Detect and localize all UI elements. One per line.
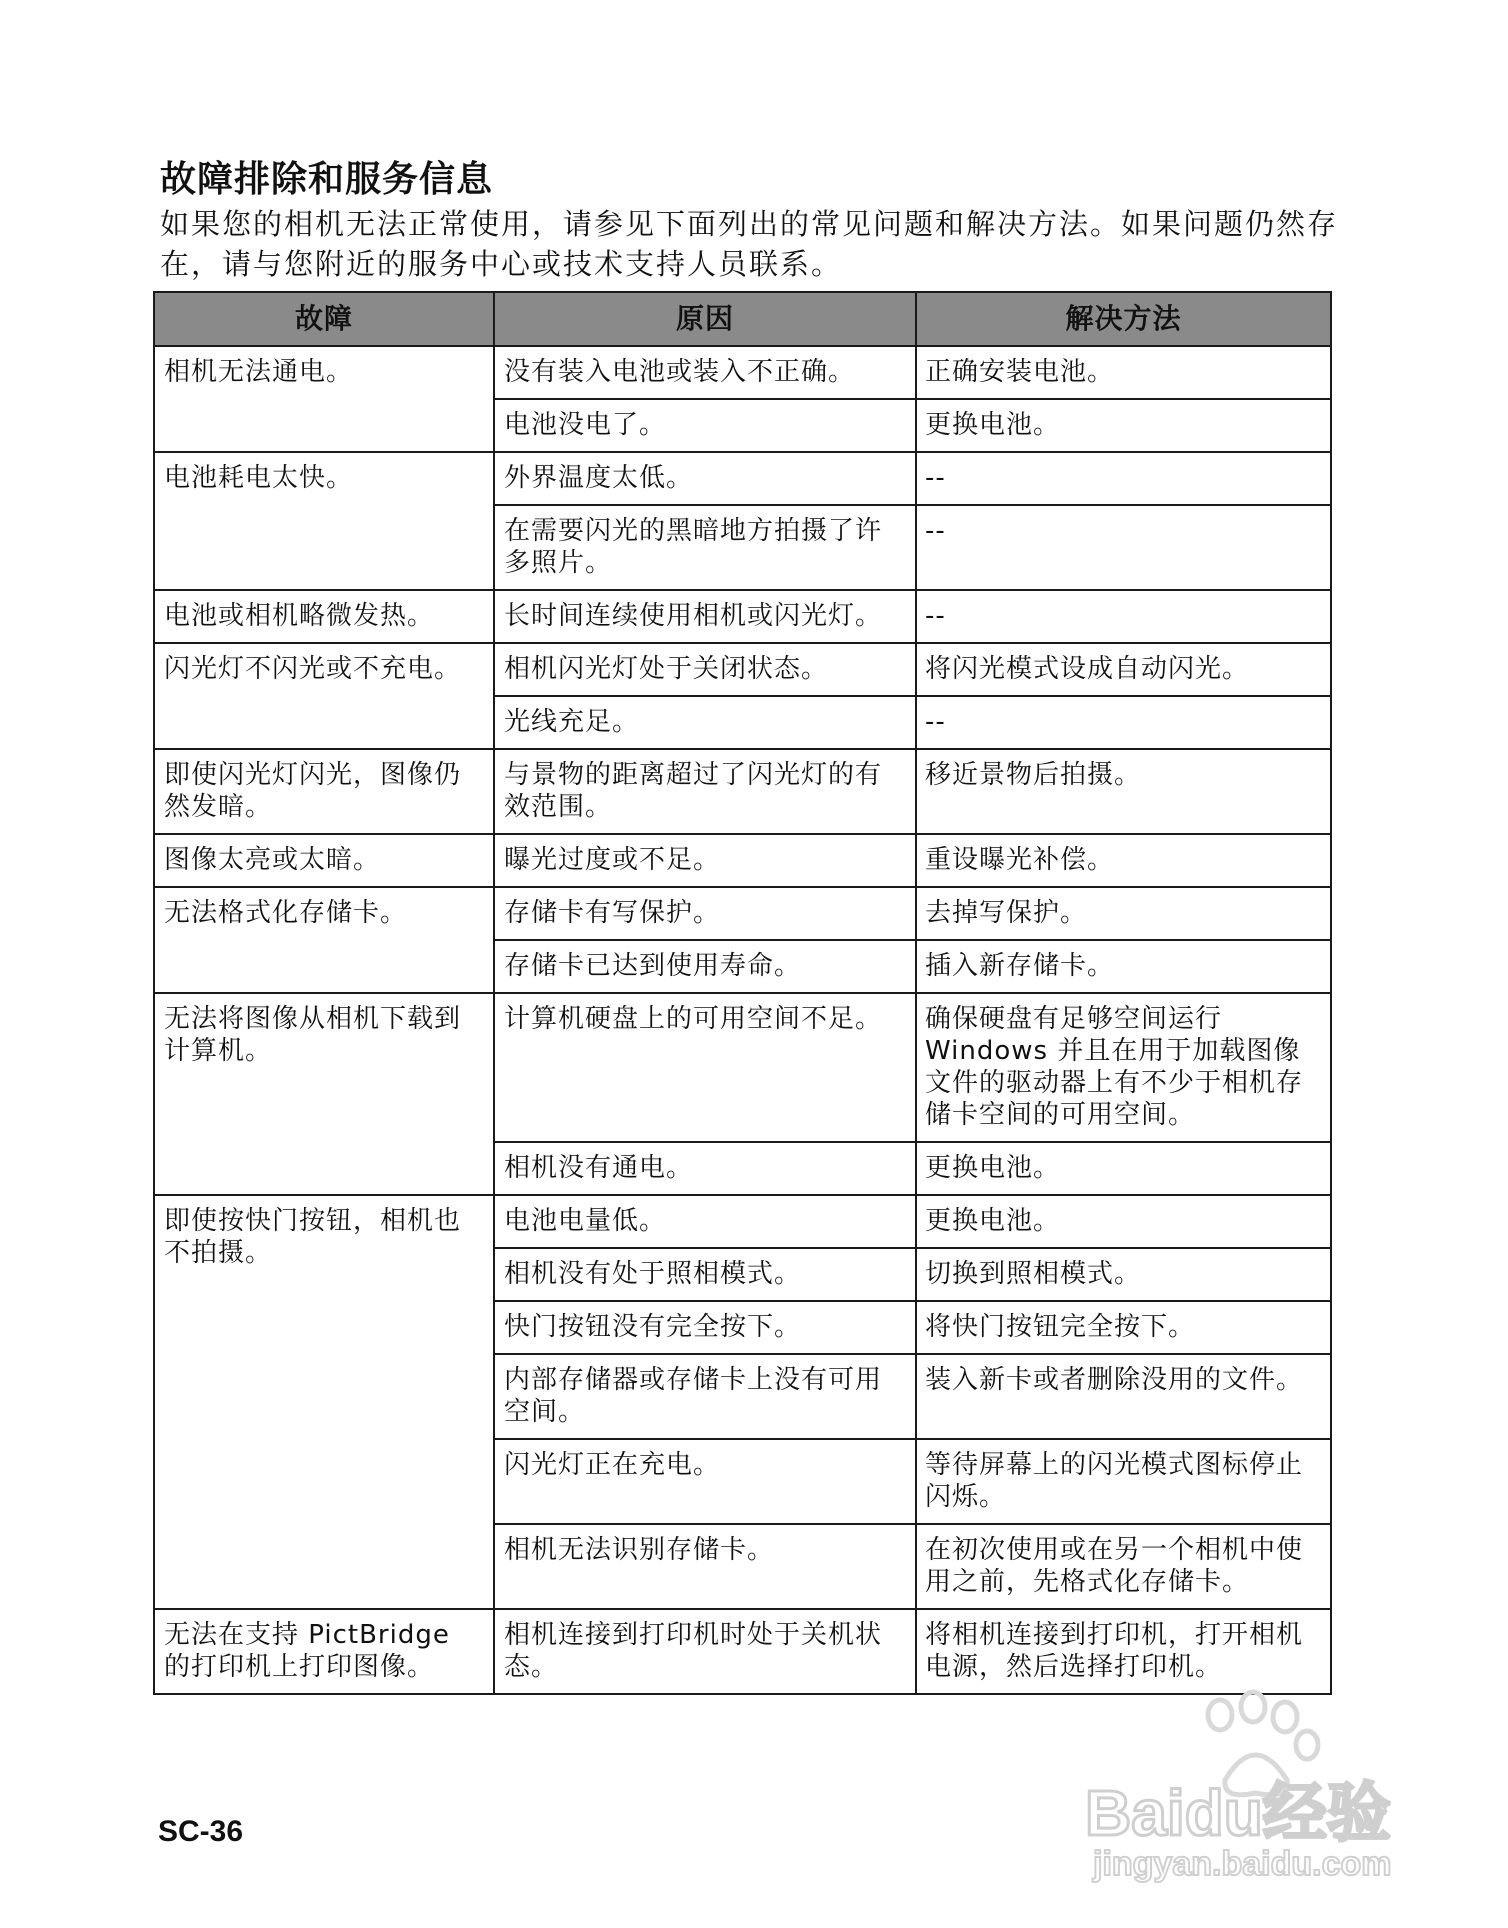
- problem-cell: 即使闪光灯闪光，图像仍然发暗。: [154, 749, 494, 834]
- cause-cell: 光线充足。: [494, 696, 916, 749]
- problem-cell: 无法在支持 PictBridge 的打印机上打印图像。: [154, 1609, 494, 1694]
- cause-cell: 相机没有通电。: [494, 1142, 916, 1195]
- cause-cell: 相机没有处于照相模式。: [494, 1248, 916, 1301]
- solution-cell: 更换电池。: [916, 1142, 1331, 1195]
- cause-cell: 内部存储器或存储卡上没有可用空间。: [494, 1354, 916, 1439]
- cause-cell: 相机无法识别存储卡。: [494, 1524, 916, 1609]
- intro-paragraph: 如果您的相机无法正常使用，请参见下面列出的常见问题和解决方法。如果问题仍然存在，请与您附近的服务中心或技术支持人员联系。: [160, 207, 1339, 281]
- table-row: [154, 346, 1331, 399]
- header-solution: 解决方法: [916, 292, 1331, 346]
- solution-cell: 将闪光模式设成自动闪光。: [916, 643, 1331, 696]
- table-row: [154, 834, 1331, 887]
- problem-cell: 图像太亮或太暗。: [154, 834, 494, 887]
- watermark-logo-text: Baidu经验: [1085, 1777, 1391, 1849]
- table-body: [154, 346, 1331, 1694]
- page-number: SC-36: [158, 1815, 244, 1848]
- cause-cell: 没有装入电池或装入不正确。: [494, 346, 916, 399]
- cause-cell: 与景物的距离超过了闪光灯的有效范围。: [494, 749, 916, 834]
- cause-cell: 相机连接到打印机时处于关机状态。: [494, 1609, 916, 1694]
- solution-cell: 重设曝光补偿。: [916, 834, 1331, 887]
- baidu-jingyan-watermark: [1075, 1685, 1445, 1885]
- solution-cell: --: [916, 452, 1331, 505]
- header-cause: 原因: [494, 292, 916, 346]
- table-row: [154, 749, 1331, 834]
- problem-cell: 电池耗电太快。: [154, 452, 494, 590]
- table-row: [154, 887, 1331, 940]
- problem-cell: 无法格式化存储卡。: [154, 887, 494, 993]
- solution-cell: --: [916, 696, 1331, 749]
- problem-cell: 即使按快门按钮，相机也不拍摄。: [154, 1195, 494, 1609]
- problem-cell: 电池或相机略微发热。: [154, 590, 494, 643]
- table-header-row: [154, 292, 1331, 346]
- cause-cell: 相机闪光灯处于关闭状态。: [494, 643, 916, 696]
- solution-cell: --: [916, 590, 1331, 643]
- table-row: [154, 452, 1331, 505]
- cause-cell: 计算机硬盘上的可用空间不足。: [494, 993, 916, 1142]
- solution-cell: 去掉写保护。: [916, 887, 1331, 940]
- problem-cell: 闪光灯不闪光或不充电。: [154, 643, 494, 749]
- cause-cell: 曝光过度或不足。: [494, 834, 916, 887]
- watermark-url: jingyan.baidu.com: [1093, 1845, 1392, 1883]
- cause-cell: 在需要闪光的黑暗地方拍摄了许多照片。: [494, 505, 916, 590]
- solution-cell: 将快门按钮完全按下。: [916, 1301, 1331, 1354]
- page-title: 故障排除和服务信息: [160, 159, 494, 200]
- cause-cell: 闪光灯正在充电。: [494, 1439, 916, 1524]
- header-problem: 故障: [154, 292, 494, 346]
- solution-cell: 切换到照相模式。: [916, 1248, 1331, 1301]
- cause-cell: 长时间连续使用相机或闪光灯。: [494, 590, 916, 643]
- solution-cell: 正确安装电池。: [916, 346, 1331, 399]
- table-row: [154, 1195, 1331, 1248]
- solution-cell: 更换电池。: [916, 1195, 1331, 1248]
- cause-cell: 存储卡有写保护。: [494, 887, 916, 940]
- table-row: [154, 643, 1331, 696]
- solution-cell: 装入新卡或者删除没用的文件。: [916, 1354, 1331, 1439]
- solution-cell: 等待屏幕上的闪光模式图标停止闪烁。: [916, 1439, 1331, 1524]
- cause-cell: 快门按钮没有完全按下。: [494, 1301, 916, 1354]
- cause-cell: 存储卡已达到使用寿命。: [494, 940, 916, 993]
- solution-cell: --: [916, 505, 1331, 590]
- cause-cell: 外界温度太低。: [494, 452, 916, 505]
- table-row: [154, 1609, 1331, 1694]
- solution-cell: 更换电池。: [916, 399, 1331, 452]
- cause-cell: 电池电量低。: [494, 1195, 916, 1248]
- solution-cell: 插入新存储卡。: [916, 940, 1331, 993]
- troubleshooting-table: [153, 291, 1332, 1695]
- problem-cell: 无法将图像从相机下载到计算机。: [154, 993, 494, 1195]
- cause-cell: 电池没电了。: [494, 399, 916, 452]
- solution-cell: 将相机连接到打印机，打开相机电源，然后选择打印机。: [916, 1609, 1331, 1694]
- solution-cell: 在初次使用或在另一个相机中使用之前，先格式化存储卡。: [916, 1524, 1331, 1609]
- table-row: [154, 590, 1331, 643]
- table-row: [154, 993, 1331, 1142]
- solution-cell: 确保硬盘有足够空间运行 Windows 并且在用于加载图像文件的驱动器上有不少于相机存储卡空间的可用空间。: [916, 993, 1331, 1142]
- problem-cell: 相机无法通电。: [154, 346, 494, 452]
- solution-cell: 移近景物后拍摄。: [916, 749, 1331, 834]
